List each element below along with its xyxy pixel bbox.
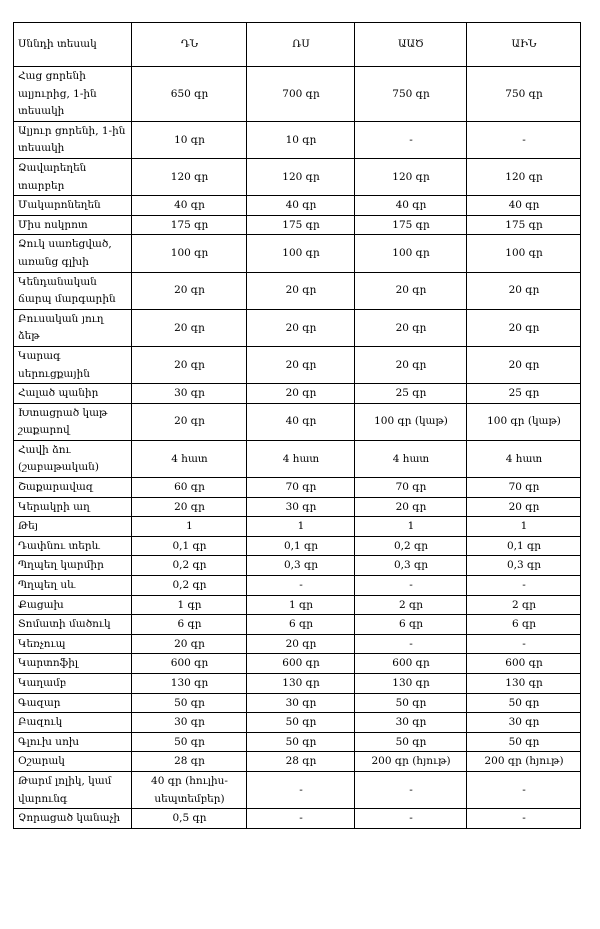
value-aats-cell: -	[355, 576, 467, 596]
value-dn-cell: 20 գր	[132, 272, 247, 309]
value-ain-cell: 100 գր (կաթ)	[467, 403, 581, 440]
food-name-cell: Տոմատի մածուկ	[14, 615, 132, 635]
value-dn-cell: 40 գր (հուլիս-սեպտեմբեր)	[132, 771, 247, 808]
food-name-cell: Թեյ	[14, 517, 132, 537]
value-aats-cell: 6 գր	[355, 615, 467, 635]
value-dn-cell: 4 հատ	[132, 440, 247, 477]
value-ain-cell: 1	[467, 517, 581, 537]
value-aats-cell: -	[355, 634, 467, 654]
value-ain-cell: -	[467, 634, 581, 654]
table-row	[14, 595, 581, 615]
value-dn-cell: 20 գր	[132, 497, 247, 517]
value-ain-cell: 30 գր	[467, 713, 581, 733]
value-ain-cell: -	[467, 771, 581, 808]
food-name-cell: Գազար	[14, 693, 132, 713]
value-aats-cell: 20 գր	[355, 309, 467, 346]
table-header-row	[14, 23, 581, 67]
table-row	[14, 215, 581, 235]
value-aats-cell: -	[355, 121, 467, 158]
food-name-cell: Բազուկ	[14, 713, 132, 733]
food-name-cell: Հաց ցորենի ալյուրից, 1-ին տեսակի	[14, 67, 132, 122]
table-row	[14, 346, 581, 383]
value-ain-cell: 20 գր	[467, 497, 581, 517]
column-header-rs: ՌՍ	[247, 23, 355, 67]
value-rs-cell: 130 գր	[247, 674, 355, 694]
value-rs-cell: 1	[247, 517, 355, 537]
table-row	[14, 732, 581, 752]
value-rs-cell: 50 գր	[247, 732, 355, 752]
document-page	[13, 22, 581, 829]
value-dn-cell: 0,2 գր	[132, 556, 247, 576]
food-name-cell: Բուսական յուղ ձեթ	[14, 309, 132, 346]
value-ain-cell: -	[467, 121, 581, 158]
food-name-cell: Կեռչուպ	[14, 634, 132, 654]
value-aats-cell: 100 գր	[355, 235, 467, 272]
value-ain-cell: 200 գր (հյութ)	[467, 752, 581, 772]
value-dn-cell: 1	[132, 517, 247, 537]
table-row	[14, 440, 581, 477]
value-rs-cell: 10 գր	[247, 121, 355, 158]
value-dn-cell: 30 գր	[132, 384, 247, 404]
value-dn-cell: 175 գր	[132, 215, 247, 235]
value-rs-cell: 28 գր	[247, 752, 355, 772]
food-name-cell: Կենդանական ճարպ մարգարին	[14, 272, 132, 309]
value-ain-cell: 50 գր	[467, 693, 581, 713]
food-name-cell: Պղպեղ սև	[14, 576, 132, 596]
value-rs-cell: 175 գր	[247, 215, 355, 235]
food-name-cell: Պղպեղ կարմիր	[14, 556, 132, 576]
value-dn-cell: 0,2 գր	[132, 576, 247, 596]
value-rs-cell: 600 գր	[247, 654, 355, 674]
value-dn-cell: 30 գր	[132, 713, 247, 733]
value-aats-cell: 2 գր	[355, 595, 467, 615]
value-rs-cell: 30 գր	[247, 693, 355, 713]
food-name-cell: Կարտոֆիլ	[14, 654, 132, 674]
food-name-cell: Միս ոսկրոտ	[14, 215, 132, 235]
value-rs-cell: 30 գր	[247, 497, 355, 517]
food-name-cell: Հալած պանիր	[14, 384, 132, 404]
food-name-cell: Թարմ լոլիկ, կամ վարունգ	[14, 771, 132, 808]
value-rs-cell: 40 գր	[247, 196, 355, 216]
table-row	[14, 309, 581, 346]
table-row	[14, 674, 581, 694]
value-aats-cell: 750 գր	[355, 67, 467, 122]
value-aats-cell: 40 գր	[355, 196, 467, 216]
value-dn-cell: 20 գր	[132, 309, 247, 346]
value-rs-cell: 50 գր	[247, 713, 355, 733]
table-row	[14, 556, 581, 576]
food-name-cell: Մակարոնեղեն	[14, 196, 132, 216]
food-name-cell: Օշարակ	[14, 752, 132, 772]
value-ain-cell: 40 գր	[467, 196, 581, 216]
value-aats-cell: 120 գր	[355, 158, 467, 195]
food-name-cell: Հավի ձու (շաբաթական)	[14, 440, 132, 477]
value-rs-cell: -	[247, 809, 355, 829]
column-header-ain: ԱԻՆ	[467, 23, 581, 67]
value-rs-cell: 0,3 գր	[247, 556, 355, 576]
table-row	[14, 615, 581, 635]
value-ain-cell: 0,3 գր	[467, 556, 581, 576]
value-dn-cell: 600 գր	[132, 654, 247, 674]
table-row	[14, 713, 581, 733]
value-ain-cell: 20 գր	[467, 272, 581, 309]
food-name-cell: Դափնու տերև	[14, 536, 132, 556]
value-ain-cell: 6 գր	[467, 615, 581, 635]
value-dn-cell: 20 գր	[132, 403, 247, 440]
table-row	[14, 752, 581, 772]
table-row	[14, 67, 581, 122]
value-rs-cell: 20 գր	[247, 272, 355, 309]
table-row	[14, 478, 581, 498]
value-dn-cell: 50 գր	[132, 732, 247, 752]
food-name-cell: Քացախ	[14, 595, 132, 615]
value-aats-cell: 175 գր	[355, 215, 467, 235]
value-dn-cell: 60 գր	[132, 478, 247, 498]
value-ain-cell: -	[467, 576, 581, 596]
value-aats-cell: 20 գր	[355, 346, 467, 383]
value-aats-cell: 25 գր	[355, 384, 467, 404]
food-ration-table	[13, 22, 581, 829]
food-name-cell: Կարագ սերուցքային	[14, 346, 132, 383]
value-dn-cell: 120 գր	[132, 158, 247, 195]
value-rs-cell: 40 գր	[247, 403, 355, 440]
table-row	[14, 634, 581, 654]
table-row	[14, 771, 581, 808]
value-rs-cell: -	[247, 771, 355, 808]
column-header-aats: ԱԱԾ	[355, 23, 467, 67]
value-rs-cell: 20 գր	[247, 346, 355, 383]
value-rs-cell: 6 գր	[247, 615, 355, 635]
value-ain-cell: 70 գր	[467, 478, 581, 498]
value-ain-cell: 25 գր	[467, 384, 581, 404]
value-ain-cell: 750 գր	[467, 67, 581, 122]
food-name-cell: Ալյուր ցորենի, 1-ին տեսակի	[14, 121, 132, 158]
table-row	[14, 384, 581, 404]
value-ain-cell: 600 գր	[467, 654, 581, 674]
value-rs-cell: 4 հատ	[247, 440, 355, 477]
value-dn-cell: 6 գր	[132, 615, 247, 635]
value-aats-cell: 100 գր (կաթ)	[355, 403, 467, 440]
value-ain-cell: 100 գր	[467, 235, 581, 272]
value-dn-cell: 0,5 գր	[132, 809, 247, 829]
value-ain-cell: 130 գր	[467, 674, 581, 694]
value-dn-cell: 10 գր	[132, 121, 247, 158]
value-dn-cell: 20 գր	[132, 346, 247, 383]
value-ain-cell: -	[467, 809, 581, 829]
table-row	[14, 517, 581, 537]
value-rs-cell: 0,1 գր	[247, 536, 355, 556]
value-aats-cell: 50 գր	[355, 732, 467, 752]
table-body	[14, 67, 581, 829]
food-name-cell: Ձավարեղեն տարբեր	[14, 158, 132, 195]
value-aats-cell: 600 գր	[355, 654, 467, 674]
value-rs-cell: 100 գր	[247, 235, 355, 272]
table-row	[14, 272, 581, 309]
food-name-cell: Չորացած կանաչի	[14, 809, 132, 829]
food-name-cell: Շաքարավազ	[14, 478, 132, 498]
value-aats-cell: 200 գր (հյութ)	[355, 752, 467, 772]
value-aats-cell: 130 գր	[355, 674, 467, 694]
value-dn-cell: 50 գր	[132, 693, 247, 713]
table-row	[14, 654, 581, 674]
value-rs-cell: 70 գր	[247, 478, 355, 498]
food-name-cell: Կերակրի աղ	[14, 497, 132, 517]
value-aats-cell: -	[355, 771, 467, 808]
food-name-cell: Ձուկ սառեցված, առանց գլխի	[14, 235, 132, 272]
table-row	[14, 576, 581, 596]
value-dn-cell: 40 գր	[132, 196, 247, 216]
value-rs-cell: 20 գր	[247, 634, 355, 654]
value-aats-cell: 50 գր	[355, 693, 467, 713]
column-header-dn: ԴՆ	[132, 23, 247, 67]
value-aats-cell: 0,3 գր	[355, 556, 467, 576]
value-ain-cell: 175 գր	[467, 215, 581, 235]
table-row	[14, 536, 581, 556]
value-dn-cell: 100 գր	[132, 235, 247, 272]
value-dn-cell: 1 գր	[132, 595, 247, 615]
table-row	[14, 693, 581, 713]
value-ain-cell: 20 գր	[467, 346, 581, 383]
food-name-cell: Խտացրած կաթ շաքարով	[14, 403, 132, 440]
table-row	[14, 121, 581, 158]
value-dn-cell: 130 գր	[132, 674, 247, 694]
value-dn-cell: 28 գր	[132, 752, 247, 772]
table-row	[14, 497, 581, 517]
food-name-cell: Կաղամբ	[14, 674, 132, 694]
value-rs-cell: -	[247, 576, 355, 596]
table-row	[14, 158, 581, 195]
value-aats-cell: 4 հատ	[355, 440, 467, 477]
value-rs-cell: 120 գր	[247, 158, 355, 195]
value-rs-cell: 20 գր	[247, 384, 355, 404]
value-aats-cell: 30 գր	[355, 713, 467, 733]
value-dn-cell: 0,1 գր	[132, 536, 247, 556]
value-dn-cell: 650 գր	[132, 67, 247, 122]
table-row	[14, 403, 581, 440]
value-aats-cell: -	[355, 809, 467, 829]
value-aats-cell: 70 գր	[355, 478, 467, 498]
value-dn-cell: 20 գր	[132, 634, 247, 654]
value-ain-cell: 50 գր	[467, 732, 581, 752]
value-rs-cell: 20 գր	[247, 309, 355, 346]
value-aats-cell: 20 գր	[355, 497, 467, 517]
table-row	[14, 235, 581, 272]
value-ain-cell: 4 հատ	[467, 440, 581, 477]
value-rs-cell: 1 գր	[247, 595, 355, 615]
value-rs-cell: 700 գր	[247, 67, 355, 122]
table-row	[14, 196, 581, 216]
value-ain-cell: 0,1 գր	[467, 536, 581, 556]
food-name-cell: Գլուխ սոխ	[14, 732, 132, 752]
table-row	[14, 809, 581, 829]
value-aats-cell: 0,2 գր	[355, 536, 467, 556]
value-ain-cell: 120 գր	[467, 158, 581, 195]
column-header-food-type: Սննդի տեսակ	[14, 23, 132, 67]
value-ain-cell: 20 գր	[467, 309, 581, 346]
value-ain-cell: 2 գր	[467, 595, 581, 615]
value-aats-cell: 20 գր	[355, 272, 467, 309]
value-aats-cell: 1	[355, 517, 467, 537]
